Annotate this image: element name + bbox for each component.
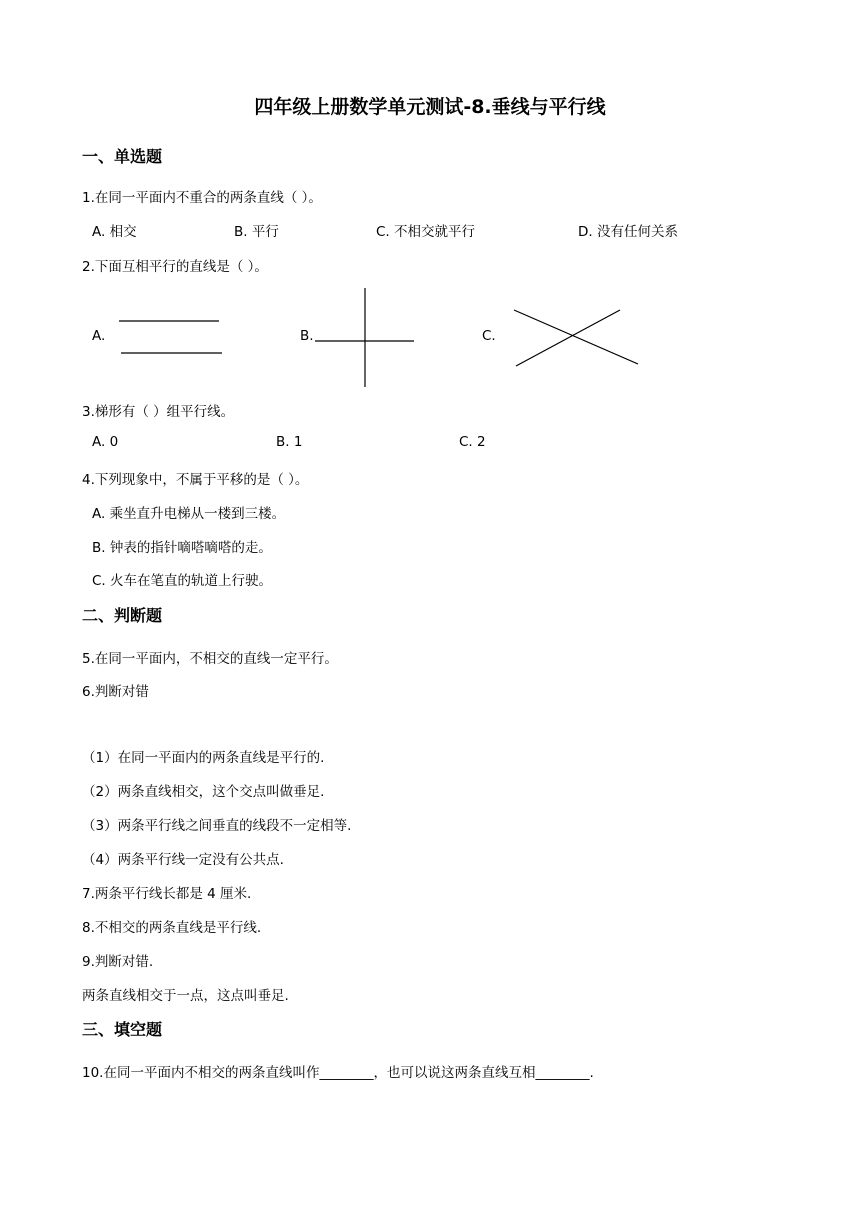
section-heading-fill-blank: 三、填空题 — [82, 1020, 163, 1039]
question-4: 4.下列现象中，不属于平移的是（ ）。 — [82, 472, 309, 488]
section-heading-single-choice: 一、单选题 — [82, 147, 163, 166]
q3-option-a: A. 0 — [92, 434, 119, 450]
q1-option-c: C. 不相交就平行 — [376, 224, 476, 240]
q6-item-3: （3）两条平行线之间垂直的线段不一定相等. — [82, 818, 352, 834]
q6-item-2: （2）两条直线相交，这个交点叫做垂足. — [82, 784, 325, 800]
q2-figure-b-perpendicular-lines — [312, 286, 422, 390]
question-5: 5.在同一平面内，不相交的直线一定平行。 — [82, 651, 338, 667]
q4-option-b: B. 钟表的指针嘀嗒嘀嗒的走。 — [92, 540, 272, 556]
q4-option-a: A. 乘坐直升电梯从一楼到三楼。 — [92, 506, 286, 522]
section-heading-true-false: 二、判断题 — [82, 606, 163, 625]
question-6: 6.判断对错 — [82, 684, 149, 700]
question-2: 2.下面互相平行的直线是（ ）。 — [82, 259, 268, 275]
q3-option-b: B. 1 — [276, 434, 303, 450]
q2-figure-c-intersecting-lines — [510, 306, 642, 370]
question-7: 7.两条平行线长都是 4 厘米. — [82, 886, 252, 902]
q1-option-d: D. 没有任何关系 — [578, 224, 678, 240]
question-1: 1.在同一平面内不重合的两条直线（ ）。 — [82, 190, 322, 206]
q6-item-4: （4）两条平行线一定没有公共点. — [82, 852, 284, 868]
q1-option-a: A. 相交 — [92, 224, 137, 240]
q6-item-1: （1）在同一平面内的两条直线是平行的. — [82, 750, 325, 766]
question-9: 9.判断对错. — [82, 954, 154, 970]
question-10: 10.在同一平面内不相交的两条直线叫作________，也可以说这两条直线互相________. — [82, 1065, 594, 1081]
page-title: 四年级上册数学单元测试-8.垂线与平行线 — [254, 96, 606, 118]
question-3: 3.梯形有（ ）组平行线。 — [82, 404, 235, 420]
question-8: 8.不相交的两条直线是平行线. — [82, 920, 262, 936]
q2-option-b: B. — [300, 328, 314, 344]
q1-option-b: B. 平行 — [234, 224, 279, 240]
q4-option-c: C. 火车在笔直的轨道上行驶。 — [92, 573, 273, 589]
q2-option-c: C. — [482, 328, 496, 344]
q2-option-a: A. — [92, 328, 106, 344]
question-9-statement: 两条直线相交于一点，这点叫垂足. — [82, 988, 289, 1004]
q3-option-c: C. 2 — [459, 434, 486, 450]
q2-figure-a-parallel-lines — [110, 310, 230, 360]
